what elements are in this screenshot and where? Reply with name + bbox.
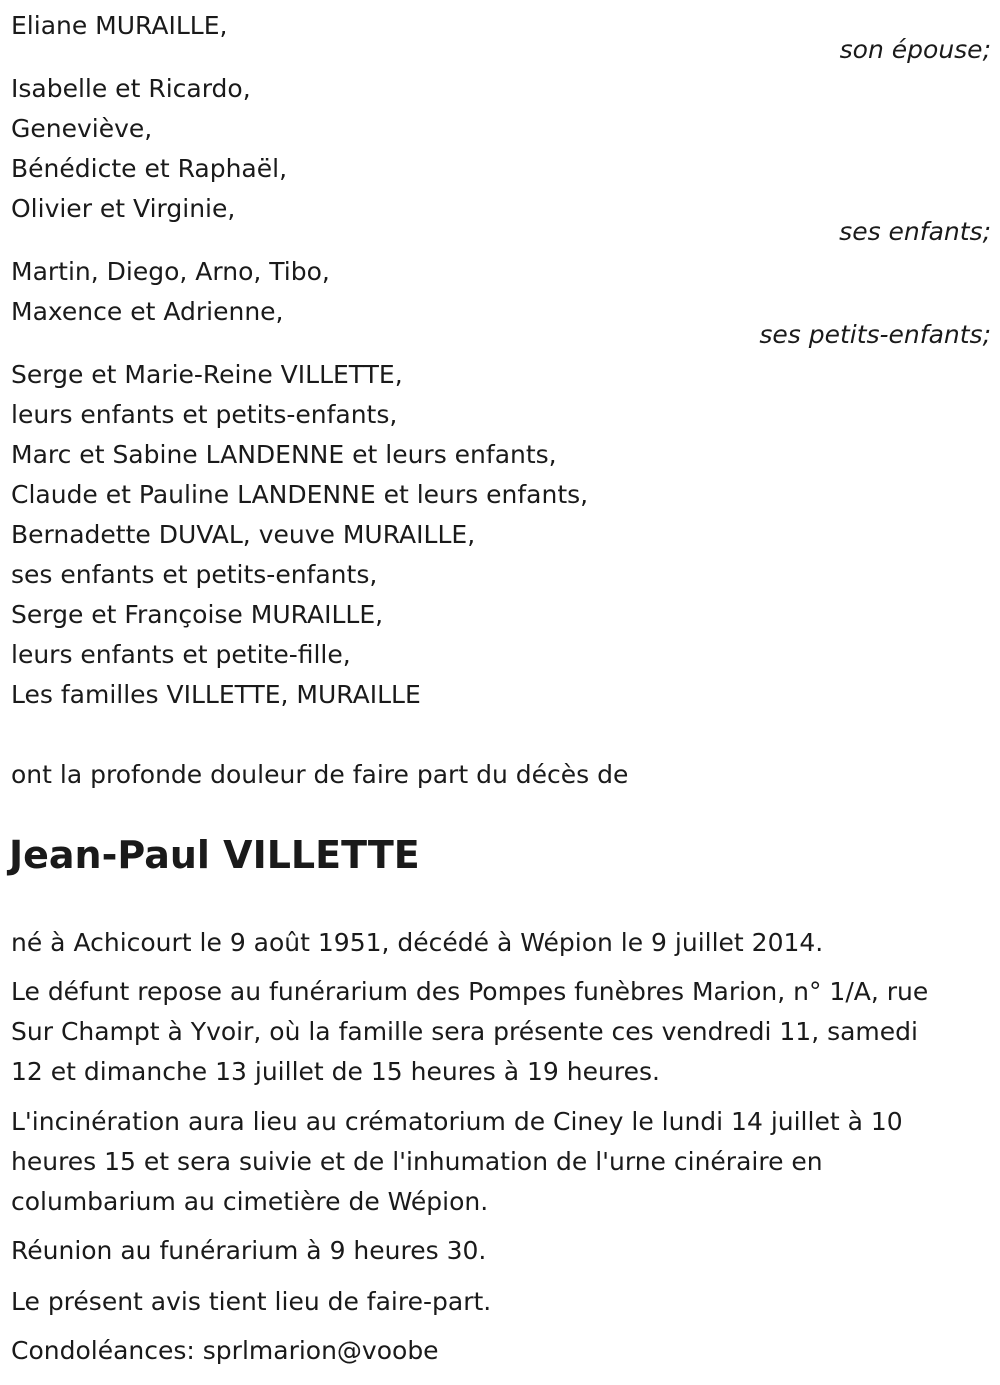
cremation-line: heures 15 et sera suivie et de l'inhumation de l'urne cinéraire en	[11, 1147, 823, 1176]
relative-line: Marc et Sabine LANDENNE et leurs enfants,	[11, 440, 557, 469]
relative-line: Les familles VILLETTE, MURAILLE	[11, 680, 421, 709]
cremation-line: columbarium au cimetière de Wépion.	[11, 1187, 489, 1216]
grandchild-line: Maxence et Adrienne,	[11, 297, 284, 326]
cremation-line: L'incinération aura lieu au crématorium de Ciney le lundi 14 juillet à 10	[11, 1107, 903, 1136]
child-line: Geneviève,	[11, 114, 153, 143]
relative-line: Serge et Françoise MURAILLE,	[11, 600, 384, 629]
child-line: Isabelle et Ricardo,	[11, 74, 251, 103]
wake-line: 12 et dimanche 13 juillet de 15 heures à 19 heures.	[11, 1057, 660, 1086]
wake-line: Sur Champt à Yvoir, où la famille sera présente ces vendredi 11, samedi	[11, 1017, 918, 1046]
children-role: ses enfants;	[839, 217, 991, 246]
condolences-text: Condoléances: sprlmarion@voobe	[11, 1336, 439, 1365]
spouse-name: Eliane MURAILLE,	[11, 11, 228, 40]
relative-line: Serge et Marie-Reine VILLETTE,	[11, 360, 403, 389]
deceased-name: Jean-Paul VILLETTE	[9, 833, 420, 877]
child-line: Bénédicte et Raphaël,	[11, 154, 288, 183]
spouse-role: son épouse;	[839, 35, 991, 64]
child-line: Olivier et Virginie,	[11, 194, 236, 223]
relative-line: leurs enfants et petite-fille,	[11, 640, 351, 669]
grandchild-line: Martin, Diego, Arno, Tibo,	[11, 257, 330, 286]
relative-line: Claude et Pauline LANDENNE et leurs enfants,	[11, 480, 589, 509]
grandchildren-role: ses petits-enfants;	[759, 320, 991, 349]
meeting-text: Réunion au funérarium à 9 heures 30.	[11, 1236, 487, 1265]
wake-line: Le défunt repose au funérarium des Pompes funèbres Marion, n° 1/A, rue	[11, 977, 929, 1006]
relative-line: ses enfants et petits-enfants,	[11, 560, 378, 589]
relative-line: Bernadette DUVAL, veuve MURAILLE,	[11, 520, 476, 549]
notice-text: Le présent avis tient lieu de faire-part.	[11, 1287, 492, 1316]
announcement-text: ont la profonde douleur de faire part du décès de	[11, 760, 629, 789]
relative-line: leurs enfants et petits-enfants,	[11, 400, 398, 429]
birth-death-text: né à Achicourt le 9 août 1951, décédé à Wépion le 9 juillet 2014.	[11, 928, 824, 957]
